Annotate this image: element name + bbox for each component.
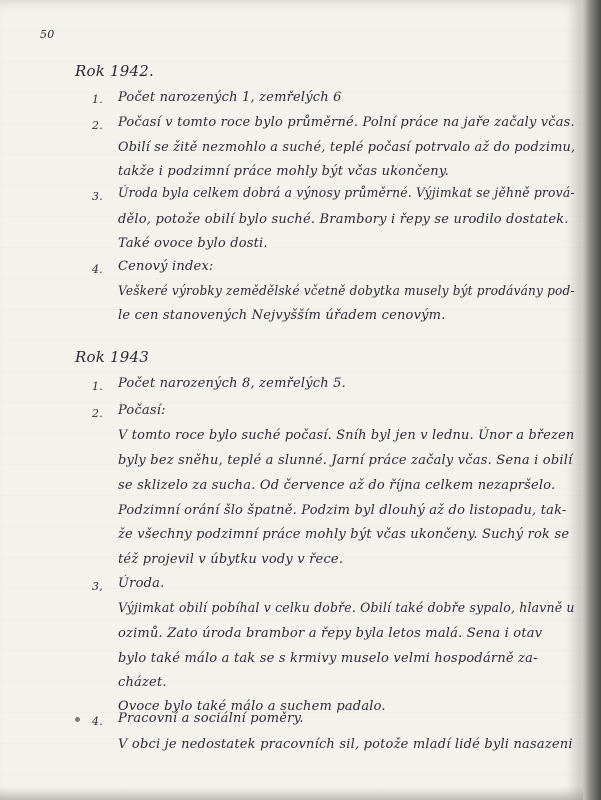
line-n1-1943: 1. <box>92 380 103 393</box>
line-l10: le cen stanovených Nejvyšším úřadem cenovým. <box>118 308 446 323</box>
line-l5: Úroda byla celkem dobrá a výnosy průměrné. Výjimkat se jěhně prová- <box>118 186 575 201</box>
line-l20: Výjimkat obilí pobíhal v celku dobře. Obilí také dobře sypalo, hlavně u <box>118 601 575 616</box>
line-l12: Počasí: <box>118 403 166 418</box>
ink-dot <box>75 717 80 722</box>
line-n3-1943: 3, <box>92 580 103 593</box>
line-l3: Obilí se žitě nezmohlo a suché, teplé počasí potrvalo až do podzimu, <box>118 140 576 155</box>
line-l25: Pracovní a sociální poměry. <box>118 711 304 726</box>
line-l23: cházet. <box>118 675 167 690</box>
line-l26: V obci je nedostatek pracovních sil, potože mladí lidé byli nasazeni <box>118 737 573 752</box>
line-n1-1942: 1. <box>92 93 103 106</box>
line-l6: dělo, potože obilí bylo suché. Brambory i řepy se urodilo dostatek. <box>118 212 569 227</box>
line-l7: Také ovoce bylo dosti. <box>118 236 268 251</box>
line-n4-1942: 4. <box>92 263 103 276</box>
line-l16: Podzimní orání šlo špatně. Podzim byl dlouhý až do listopadu, tak- <box>118 503 567 518</box>
line-rok-1942: Rok 1942. <box>75 62 154 80</box>
line-l1: Počet narozených 1, zemřelých 6 <box>118 90 342 105</box>
line-l14: byly bez sněhu, teplé a slunné. Jarní práce začaly včas. Sena i obilí <box>118 453 573 468</box>
line-rok-1943: Rok 1943 <box>75 348 149 366</box>
line-l15: se sklizelo za sucha. Od července až do října celkem nezapršelo. <box>118 478 556 493</box>
page-number: 50 <box>40 28 55 41</box>
line-n4-1943: 4. <box>92 715 103 728</box>
page-bottom-shadow <box>0 786 583 800</box>
line-l11: Počet narozených 8, zemřelých 5. <box>118 376 346 391</box>
line-l18: též projevil v úbytku vody v řece. <box>118 552 344 567</box>
line-l22: bylo také málo a tak se s krmivy muselo velmi hospodárně za- <box>118 651 538 666</box>
line-l13: V tomto roce bylo suché počasí. Sníh byl jen v lednu. Únor a březen <box>118 428 575 443</box>
line-l21: ozimů. Zato úroda brambor a řepy byla letos malá. Sena i otav <box>118 626 543 641</box>
line-l17: že všechny podzimní práce mohly být včas ukončeny. Suchý rok se <box>118 527 570 542</box>
line-l19: Úroda. <box>118 576 165 591</box>
line-n3-1942: 3. <box>92 190 103 203</box>
line-l9: Veškeré výrobky zemědělské včetně dobytka musely být prodávány pod- <box>118 284 575 299</box>
book-edge <box>583 0 601 800</box>
line-l8: Cenový index: <box>118 259 214 274</box>
line-n2-1942: 2. <box>92 119 103 132</box>
line-n2-1943: 2. <box>92 407 103 420</box>
line-l2: Počasí v tomto roce bylo průměrné. Polní práce na jaře začaly včas. <box>118 115 575 130</box>
line-l4: takže i podzimní práce mohly být včas ukončeny. <box>118 164 449 179</box>
line-l24: Ovoce bylo také málo a suchem padalo. <box>118 699 386 714</box>
